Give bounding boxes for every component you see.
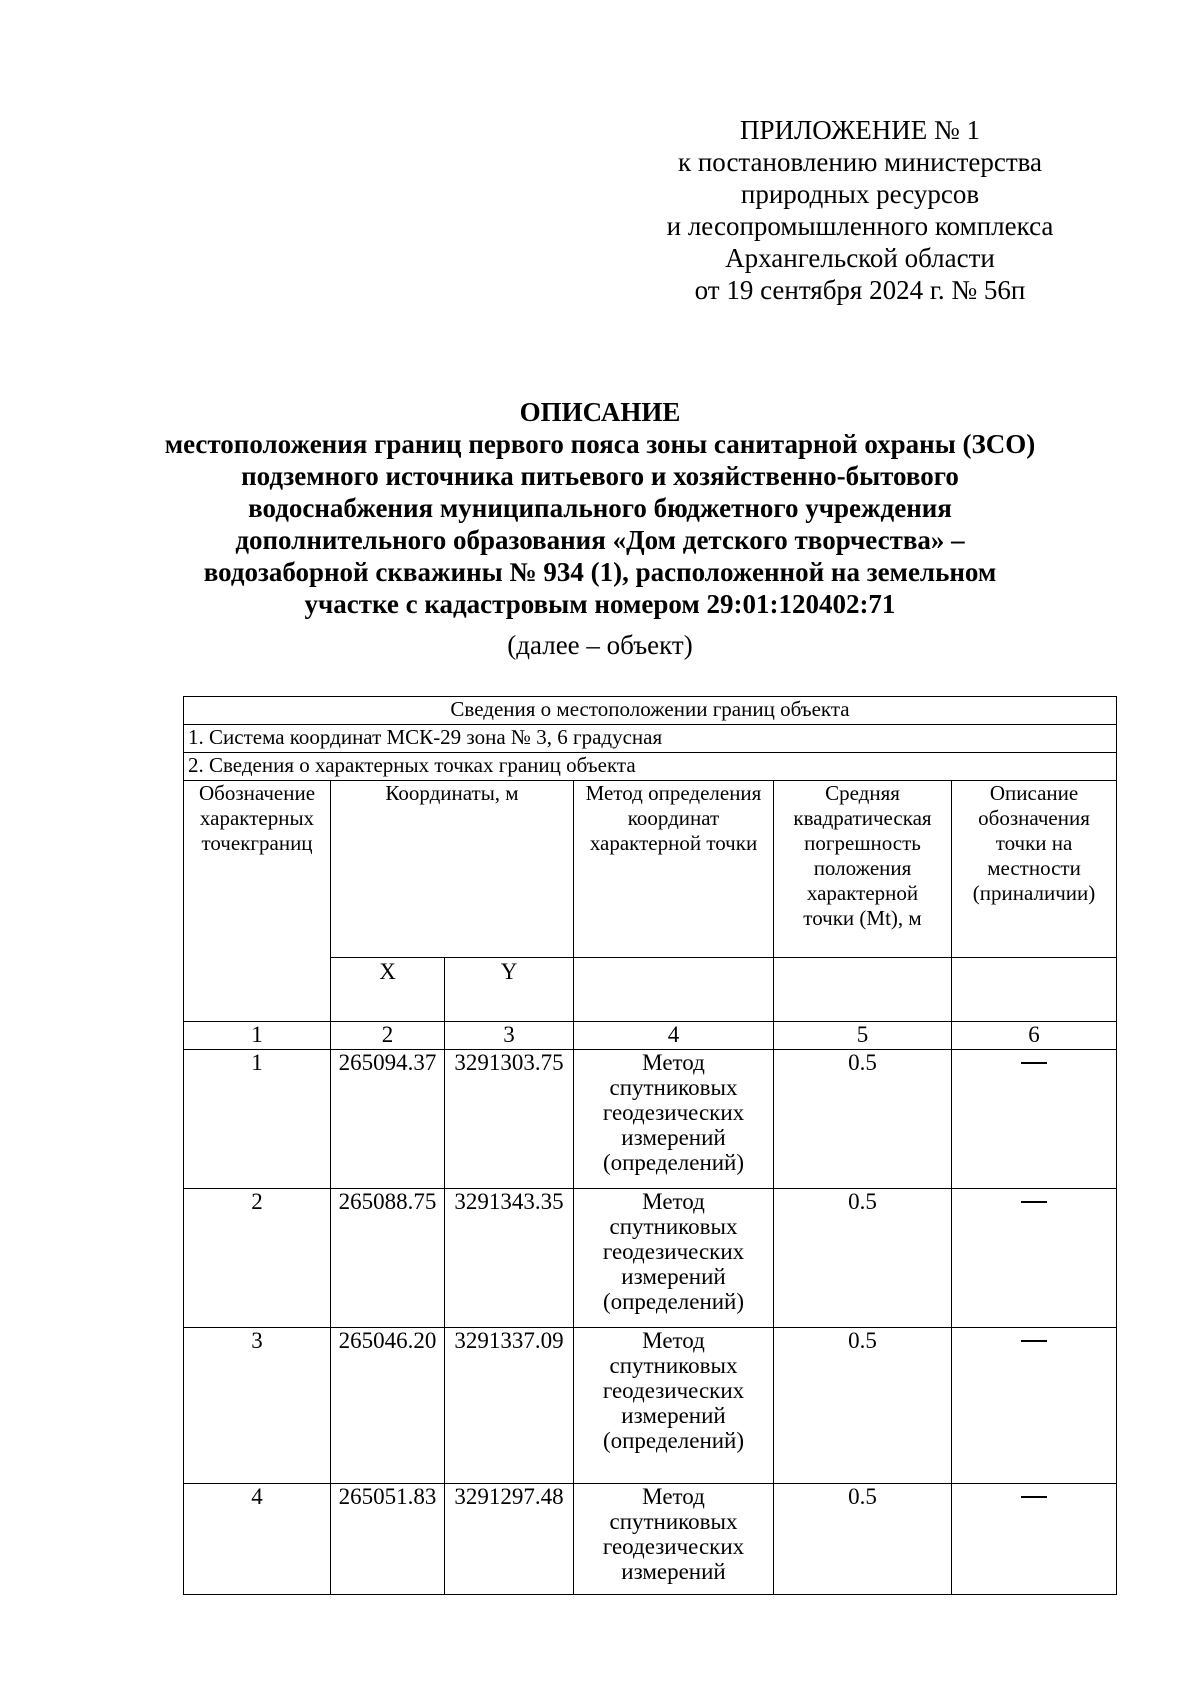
point-method: Метод спутниковых геодезических измерений (574, 1484, 774, 1595)
header-empty-cell (574, 957, 774, 1021)
table-row (184, 1328, 1117, 1484)
table-caption: Сведения о местоположении границ объекта (184, 697, 1117, 725)
point-mt: 0.5 (774, 1189, 952, 1328)
point-method: Метод спутниковых геодезических измерений (определений) (574, 1189, 774, 1328)
point-x: 265088.75 (331, 1189, 445, 1328)
subtitle-line: дополнительного образования «Дом детского творчества» – (235, 525, 965, 555)
annex-header (630, 114, 1090, 306)
point-x: 265051.83 (331, 1484, 445, 1595)
point-y: 3291297.48 (445, 1484, 574, 1595)
table-row (184, 1189, 1117, 1328)
annex-line: Архангельской области (725, 243, 995, 273)
point-mt: 0.5 (774, 1484, 952, 1595)
point-x: 265094.37 (331, 1050, 445, 1189)
subtitle-line: подземного источника питьевого и хозяйственно-бытового (241, 461, 959, 491)
point-id: 1 (184, 1050, 331, 1189)
point-y: 3291303.75 (445, 1050, 574, 1189)
point-id: 3 (184, 1328, 331, 1484)
header-mean-error: Средняя квадратическая погрешность положения характерной точки (Mt), м (774, 781, 952, 958)
table-row (184, 1050, 1117, 1189)
point-description (952, 1189, 1117, 1328)
table-row (184, 1484, 1117, 1595)
boundary-points-table (183, 696, 1117, 1595)
point-mt: 0.5 (774, 1050, 952, 1189)
document-title: ОПИСАНИЕ (519, 397, 681, 427)
point-y: 3291343.35 (445, 1189, 574, 1328)
document-title-block (100, 396, 1100, 662)
document-note: (далее – объект) (507, 630, 693, 660)
points-section-row: 2. Сведения о характерных точках границ объекта (184, 753, 1117, 781)
coordinate-system-row: 1. Система координат МСК-29 зона № 3, 6 градусная (184, 725, 1117, 753)
column-number: 5 (774, 1022, 952, 1050)
annex-line: природных ресурсов (740, 179, 980, 209)
document-subtitle (100, 428, 1100, 620)
header-x: X (331, 957, 445, 1021)
point-mt: 0.5 (774, 1328, 952, 1484)
subtitle-line: участке с кадастровым номером 29:01:120402:71 (304, 589, 896, 619)
subtitle-line: водозаборной скважины № 934 (1), расположенной на земельном (203, 557, 997, 587)
dash-mark (1021, 1062, 1047, 1064)
column-number: 6 (952, 1022, 1117, 1050)
annex-line: к постановлению министерства (677, 147, 1043, 177)
dash-mark (1021, 1496, 1047, 1498)
subtitle-line: местоположения границ первого пояса зоны санитарной охраны (ЗСО) (164, 429, 1036, 459)
point-method: Метод спутниковых геодезических измерений (определений) (574, 1050, 774, 1189)
column-number: 1 (184, 1022, 331, 1050)
dash-mark (1021, 1340, 1047, 1342)
annex-line: и лесопромышленного комплекса (666, 211, 1054, 241)
header-y: Y (445, 957, 574, 1021)
point-x: 265046.20 (331, 1328, 445, 1484)
header-method: Метод определения координат характерной точки (574, 781, 774, 958)
point-id: 2 (184, 1189, 331, 1328)
header-coordinates: Координаты, м (331, 781, 574, 958)
dash-mark (1021, 1201, 1047, 1203)
point-description (952, 1050, 1117, 1189)
point-y: 3291337.09 (445, 1328, 574, 1484)
header-description: Описание обозначения точки на местности (приналичии) (952, 781, 1117, 958)
header-point-designation: Обозначение характерных точекграниц (184, 781, 331, 1022)
annex-line: ПРИЛОЖЕНИЕ № 1 (739, 115, 981, 145)
annex-line: от 19 сентября 2024 г. № 56п (694, 275, 1026, 305)
column-number: 2 (331, 1022, 445, 1050)
point-method: Метод спутниковых геодезических измерений (определений) (574, 1328, 774, 1484)
point-description (952, 1484, 1117, 1595)
header-empty-cell (774, 957, 952, 1021)
header-empty-cell (952, 957, 1117, 1021)
point-id: 4 (184, 1484, 331, 1595)
column-number: 4 (574, 1022, 774, 1050)
column-number: 3 (445, 1022, 574, 1050)
point-description (952, 1328, 1117, 1484)
subtitle-line: водоснабжения муниципального бюджетного учреждения (248, 493, 952, 523)
